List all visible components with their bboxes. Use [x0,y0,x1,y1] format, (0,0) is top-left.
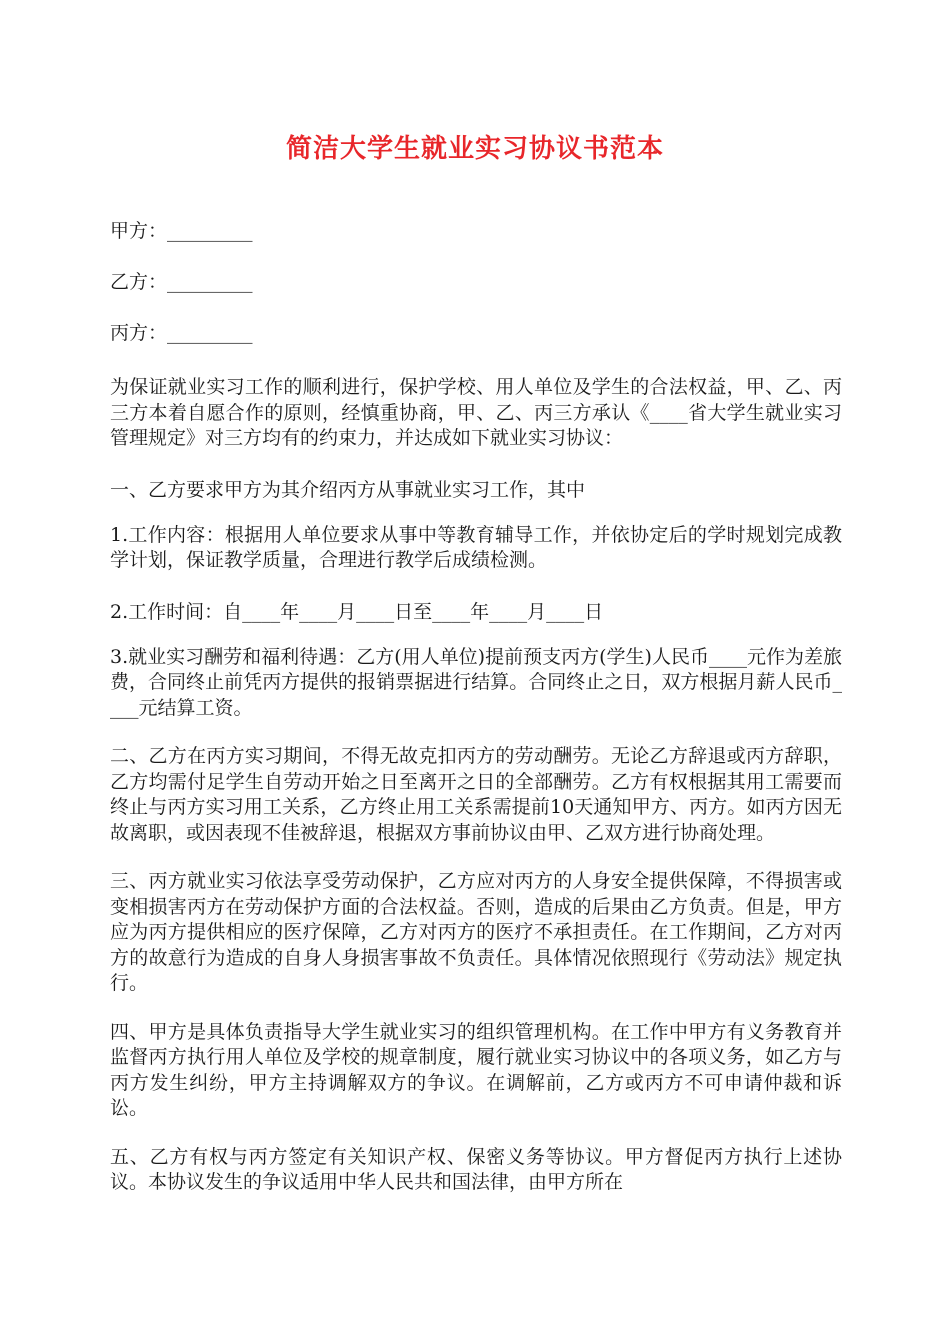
clause-1-item-2: 2.工作时间：自____年____月____日至____年____月____日 [110,600,604,623]
clause-5-paragraph: 五、乙方有权与丙方签定有关知识产权、保密义务等协议。甲方督促丙方执行上述协议。本协议发生的争议适用中华人民共和国法律，由甲方所在 [110,1145,842,1193]
clause-2-paragraph: 二、乙方在丙方实习期间，不得无故克扣丙方的劳动酬劳。无论乙方辞退或丙方辞职，乙方均需付足学生自劳动开始之日至离开之日的全部酬劳。乙方有权根据其用工需要而终止与丙方实习用工关系，乙方终止用工关系需提前10天通知甲方、丙方。如丙方因无故离职，或因表现不佳被辞退，根据双方事前协议由甲、乙双方进行协商处理。 [110,745,842,844]
clause-1-heading: 一、乙方要求甲方为其介绍丙方从事就业实习工作，其中 [110,478,586,501]
party-a-line: 甲方：_________ [110,220,253,242]
preamble-paragraph: 为保证就业实习工作的顺利进行，保护学校、用人单位及学生的合法权益，甲、乙、丙三方本着自愿合作的原则，经慎重协商，甲、乙、丙三方承认《____省大学生就业实习管理规定》对三方均有的约束力，并达成如下就业实习协议： [110,376,842,449]
document-body [110,216,842,1219]
party-b-line: 乙方：_________ [110,271,253,293]
party-c-line: 丙方：_________ [110,322,253,344]
clause-1-item-3: 3.就业实习酬劳和福利待遇：乙方(用人单位)提前预支丙方(学生)人民币____元作为差旅费，合同终止前凭丙方提供的报销票据进行结算。合同终止之日，双方根据月薪人民币____元结算工资。 [110,645,842,719]
clause-4-paragraph: 四、甲方是具体负责指导大学生就业实习的组织管理机构。在工作中甲方有义务教育并监督丙方执行用人单位及学校的规章制度，履行就业实习协议中的各项义务，如乙方与丙方发生纠纷，甲方主持调解双方的争议。在调解前，乙方或丙方不可申请仲裁和诉讼。 [110,1020,842,1119]
document-title: 简洁大学生就业实习协议书范本 [285,134,664,164]
clause-3-paragraph: 三、丙方就业实习依法享受劳动保护，乙方应对丙方的人身安全提供保障，不得损害或变相损害丙方在劳动保护方面的合法权益。否则，造成的后果由乙方负责。但是，甲方应为丙方提供相应的医疗保障，乙方对丙方的医疗不承担责任。在工作期间，乙方对丙方的故意行为造成的自身人身损害事故不负责任。具体情况依照现行《劳动法》规定执行。 [110,870,842,994]
clause-1-item-1: 1.工作内容：根据用人单位要求从事中等教育辅导工作，并依协定后的学时规划完成教学计划，保证教学质量，合理进行教学后成绩检测。 [110,523,842,571]
